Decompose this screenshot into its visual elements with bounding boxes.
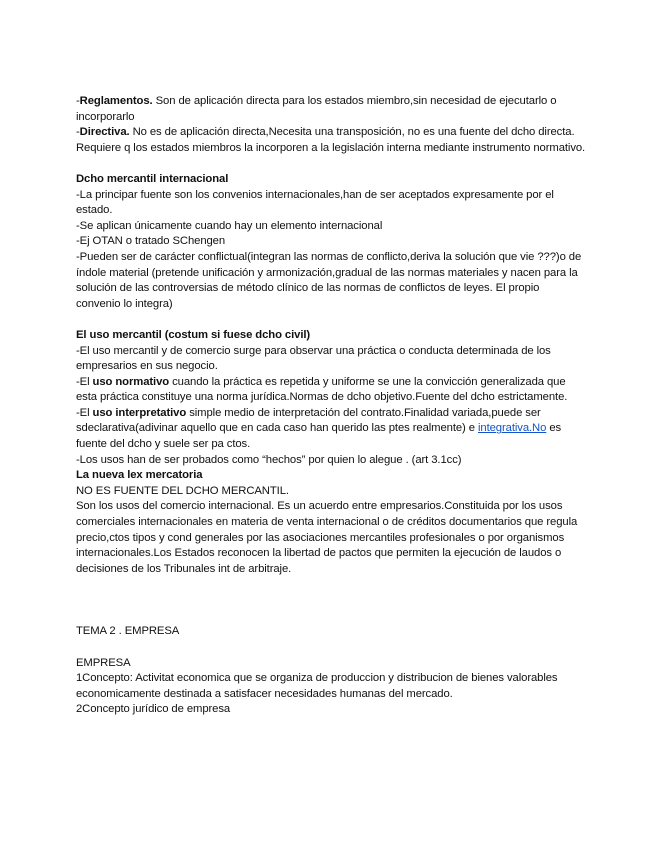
definition-directiva: No es de aplicación directa,Necesita una transposición, no es una fuente del dcho directa. Requiere q los estados miembros la incorporen a la legislación interna mediante instrumento normativo. <box>76 126 586 154</box>
empresa-concept-1: 1Concepto: Activitat economica que se organiza de produccion y distribucion de bienes valorables economicamente destinada a satisfacer necesidades humanas del mercado. <box>76 672 558 700</box>
lex-description: Son los usos del comercio internacional. Es un acuerdo entre empresarios.Constituida por los usos comerciales internacionales en materia de venta internacional o de créditos documentarios que regula precio,ctos tipos y cond generales por las asociaciones mercantiles profesionales o por organismos internacionales.Los Estados reconocen la libertad de pactos que permiten la ejecución de laudos o decisiones de los Tribunales int de arbitraje. <box>76 500 578 575</box>
integrativa-link[interactable]: integrativa.No <box>477 422 547 435</box>
spacer <box>76 156 586 172</box>
spacer <box>76 640 586 656</box>
spacer <box>76 577 586 624</box>
paragraph-reglamentos <box>76 94 586 125</box>
uso-normativo-paragraph: -El uso normativo cuando la práctica es repetida y uniforme se une la convicción generalizada que esta práctica constituye una norma jurídica.Normas de dcho objetivo.Fuente del dcho estrictamente. <box>76 375 568 404</box>
lex-statement: NO ES FUENTE DEL DCHO MERCANTIL. <box>76 484 289 497</box>
uso-point-4: -Los usos han de ser probados como “hechos” por quien lo alegue . (art 3.1cc) <box>76 453 462 466</box>
term-uso-interpretativo: uso interpretativo <box>92 406 187 419</box>
paragraph-directiva <box>76 125 586 156</box>
mercantil-point-2: -Se aplican únicamente cuando hay un elemento internacional <box>76 219 383 232</box>
dash: - <box>76 95 80 107</box>
dash: - <box>76 126 80 139</box>
empresa-concept-2: 2Concepto jurídico de empresa <box>76 703 231 716</box>
heading-mercantil-internacional: Dcho mercantil internacional <box>76 172 229 185</box>
empresa-heading: EMPRESA <box>76 656 131 669</box>
mercantil-point-4: -Pueden ser de carácter conflictual(integran las normas de conflicto,deriva la solución que vie ???)o de índole material (pretende unificación y armonización,gradual de las normas materiales y nacen para la solución de las controversias de método clínico de las normas de conflictos de leyes. El propio convenio lo integra) <box>76 250 582 310</box>
mercantil-point-1: -La principar fuente son los convenios internacionales,han de ser aceptados expresamente por el estado. <box>76 188 554 217</box>
term-directiva: Directiva. <box>79 126 130 139</box>
uso-point-1: -El uso mercantil y de comercio surge para observar una práctica o conducta determinada de los empresarios en sus negocio. <box>76 344 551 373</box>
mercantil-point-3: -Ej OTAN o tratado SChengen <box>76 235 226 248</box>
spacer <box>76 312 586 328</box>
heading-lex-mercatoria: La nueva lex mercatoria <box>76 469 203 482</box>
uso-interpretativo-paragraph: -El uso interpretativo simple medio de interpretación del contrato.Finalidad variada,puede ser sdeclarativa(adivinar aquello que en cada caso han querido las ptes realmente) e integrativa.No es fuente del dcho y suele ser pa ctos. <box>76 406 562 451</box>
tema-heading: TEMA 2 . EMPRESA <box>76 625 180 638</box>
heading-uso-mercantil: El uso mercantil (costum si fuese dcho civil) <box>76 328 311 341</box>
definition-reglamentos: Son de aplicación directa para los estados miembro,sin necesidad de ejecutarlo o incorporarlo <box>76 95 557 123</box>
term-uso-normativo: uso normativo <box>92 375 170 388</box>
document-page <box>76 94 586 718</box>
term-reglamentos: Reglamentos. <box>79 95 153 107</box>
